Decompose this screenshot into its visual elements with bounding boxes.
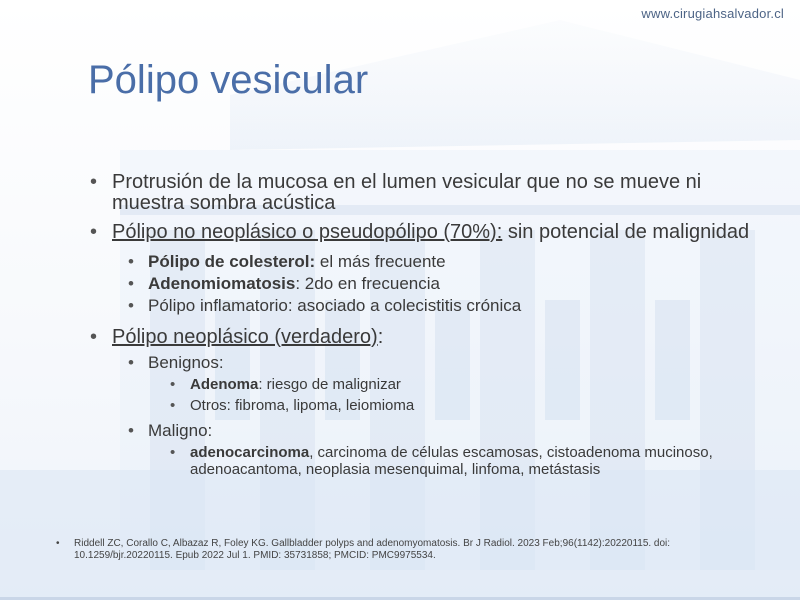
inflammatory-polyp-text: Pólipo inflamatorio: asociado a colecistitis crónica: [148, 296, 522, 315]
non-neoplastic-heading: Pólipo no neoplásico o pseudopólipo (70%):: [112, 221, 503, 243]
adenoma-label: Adenoma: [190, 376, 259, 393]
adenoma-desc: : riesgo de malignizar: [258, 376, 401, 393]
sub-adenomyomatosis: [148, 273, 772, 295]
reference-citation: Riddell ZC, Corallo C, Albazaz R, Foley KG. Gallbladder polyps and adenomyomatosis. Br J Radiol. 2023 Feb;96(1142):20220115. doi: 10.1259/bjr.20220115. Epub 2022 Jul 1. PMID: 35731858; PMCID: PMC9975534.: [74, 538, 671, 561]
sub-benign: [148, 352, 772, 374]
other-benign-text: Otros: fibroma, lipoma, leiomioma: [190, 397, 415, 414]
adenomyomatosis-desc: : 2do en frecuencia: [295, 274, 440, 293]
neoplastic-rest: :: [377, 326, 384, 348]
sub-malignant: [148, 420, 772, 442]
reference-bullet-icon: •: [56, 538, 60, 549]
sub-inflammatory-polyp: [148, 295, 772, 317]
website-url: www.cirugiahsalvador.cl: [641, 6, 784, 21]
sub-cholesterol-polyp: [148, 251, 772, 273]
sub-adenoma: [190, 376, 772, 393]
slide-title: Pólipo vesicular: [88, 58, 369, 102]
bullet-non-neoplastic: [112, 222, 772, 243]
adenocarcinoma-label: adenocarcinoma: [190, 444, 310, 461]
bullet-definition-text: Protrusión de la mucosa en el lumen vesicular que no se mueve ni muestra sombra acústica: [112, 171, 702, 214]
benign-label: Benignos:: [148, 353, 224, 372]
slide-content: [112, 172, 772, 482]
cholesterol-polyp-label: Pólipo de colesterol:: [148, 252, 316, 271]
sub-other-benign: [190, 397, 772, 414]
bullet-neoplastic: [112, 327, 772, 348]
adenocarcinoma-desc: , carcinoma de células escamosas, cistoadenoma mucinoso, adenoacantoma, neoplasia mesenquimal, linfoma, metástasis: [190, 444, 713, 478]
neoplastic-heading: Pólipo neoplásico (verdadero): [112, 326, 378, 348]
bullet-definition: [112, 172, 772, 214]
sub-adenocarcinoma: [190, 444, 772, 478]
non-neoplastic-rest: sin potencial de malignidad: [502, 221, 750, 243]
cholesterol-polyp-desc: el más frecuente: [315, 252, 446, 271]
malignant-label: Maligno:: [148, 421, 213, 440]
adenomyomatosis-label: Adenomiomatosis: [148, 274, 296, 293]
